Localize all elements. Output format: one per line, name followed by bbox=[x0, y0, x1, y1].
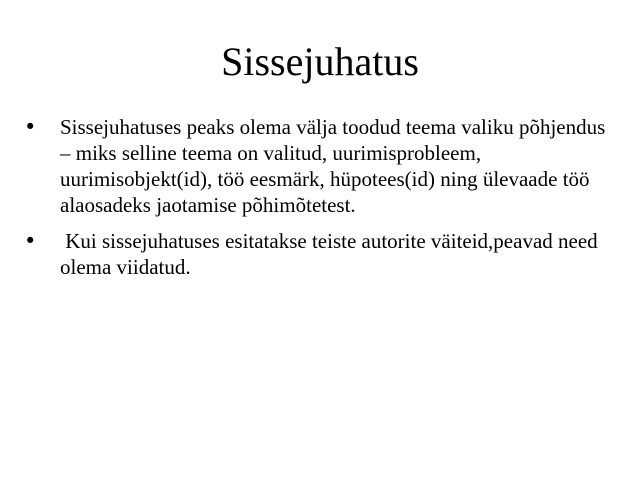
bullet-text: Sissejuhatuses peaks olema välja toodud teema valiku põhjendus – miks selline teema on valitud, uurimisprobleem, uurimisobjekt(id), töö eesmärk, hüpotees(id) ning ülevaade töö alaosadeks jaotamise põhimõtetest. bbox=[60, 115, 611, 217]
slide-title: Sissejuhatus bbox=[221, 39, 419, 84]
bullet-text: Kui sissejuhatuses esitatakse teiste autorite väiteid,peavad need olema viidatud. bbox=[60, 229, 603, 279]
bullet-icon: • bbox=[24, 229, 37, 253]
bullet-list bbox=[24, 114, 614, 290]
bullet-item bbox=[24, 228, 614, 280]
bullet-item bbox=[24, 114, 614, 218]
bullet-icon: • bbox=[24, 115, 37, 139]
